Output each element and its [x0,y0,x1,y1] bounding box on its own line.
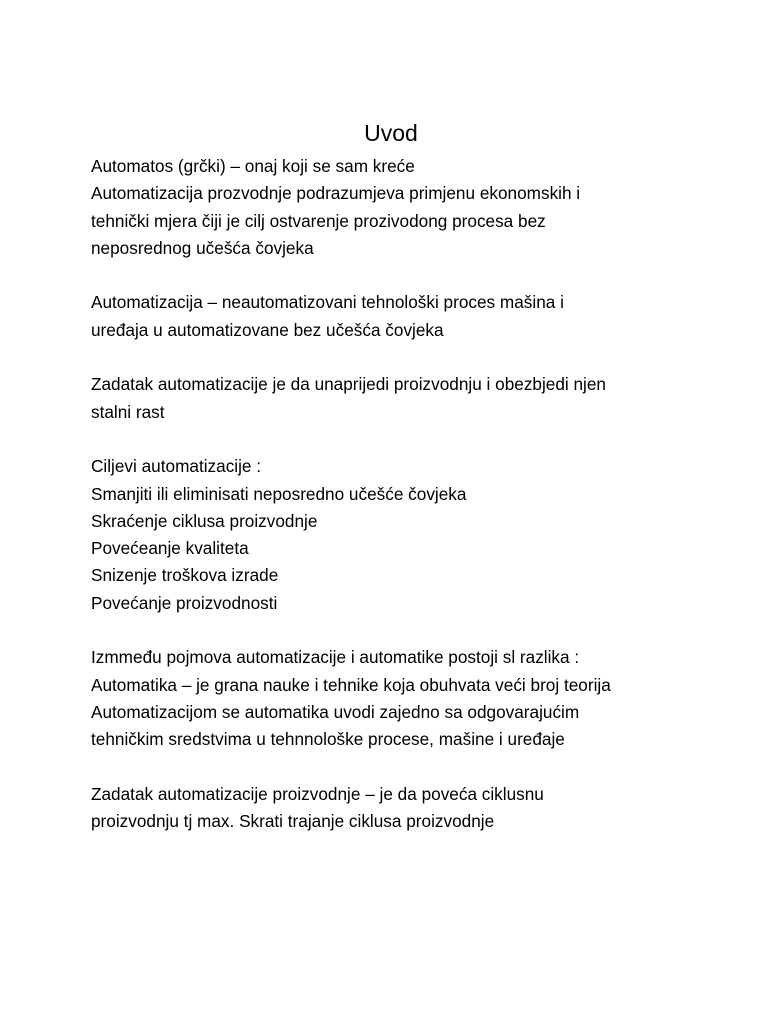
paragraph-spacer [91,426,731,453]
goal-item: Smanjiti ili eliminisati neposredno učešće čovjeka [91,483,467,504]
paragraph-spacer [91,344,731,371]
paragraph-goals [91,453,731,617]
paragraph-definition [91,289,731,344]
paragraph-spacer [91,754,731,781]
paragraph-spacer [91,617,731,644]
text-line: Zadatak automatizacije je da unaprijedi proizvodnju i obezbjedi njen [91,374,606,395]
goal-item: Povećeanje kvaliteta [91,538,249,559]
goal-item: Skraćenje ciklusa proizvodnje [91,510,318,531]
goal-item: Snizenje troškova izrade [91,565,279,586]
paragraph-spacer [91,262,731,289]
text-line: Automatos (grčki) – onaj koji se sam kreće [91,156,415,176]
text-line: Izmmeđu pojmova automatizacije i automatike postoji sl razlika : [91,647,580,668]
goal-item: Povećanje proizvodnosti [91,592,278,613]
text-line: stalni rast [91,401,165,422]
text-line: uređaja u automatizovane bez učešća čovjeka [91,319,444,340]
page-title: Uvod [364,120,418,146]
text-line: tehničkim sredstvima u tehnnološke procese, mašine i uređaje [91,729,565,750]
text-line: Zadatak automatizacije proizvodnje – je da poveća ciklusnu [91,783,544,804]
document-body [91,153,731,835]
text-line: Automatizacija prozvodnje podrazumjeva primjenu ekonomskih i [91,183,581,204]
paragraph-production-task [91,781,731,836]
text-line: Automatizacija – neautomatizovani tehnološki proces mašina i [91,292,564,313]
text-line: neposrednog učešća čovjeka [91,237,314,258]
paragraph-difference [91,644,731,753]
paragraph-intro [91,153,731,262]
text-line: proizvodnju tj max. Skrati trajanje ciklusa proizvodnje [91,811,495,832]
goals-heading: Ciljevi automatizacije : [91,456,262,477]
paragraph-task [91,371,731,426]
text-line: tehnički mjera čiji je cilj ostvarenje prozivodong procesa bez [91,210,546,231]
text-line: Automatika – je grana nauke i tehnike koja obuhvata veći broj teorija [91,674,611,695]
text-line: Automatizacijom se automatika uvodi zajedno sa odgovarajućim [91,701,580,722]
